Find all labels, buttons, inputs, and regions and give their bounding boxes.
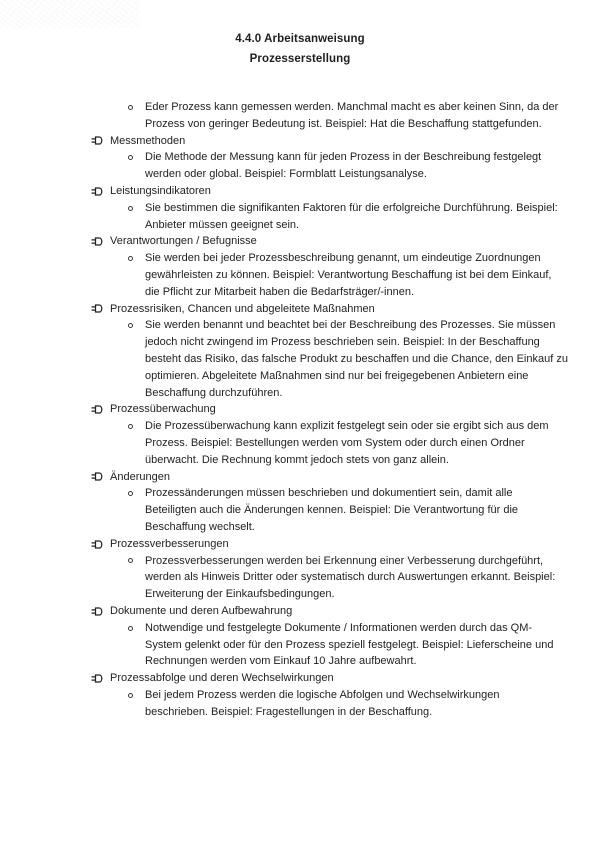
list-item-sub [0,620,600,670]
list-item-line: Verantwortungen / Befugnisse [110,235,257,248]
list-item-line: Eder Prozess kann gemessen werden. Manchmal macht es aber keinen Sinn, da der [145,101,559,113]
list-item-sub [0,149,600,183]
list-item-sub [0,687,600,721]
list-item-sub [0,485,600,535]
list-item-line: Dokumente und deren Aufbewahrung [110,604,293,617]
list-item-heading [0,133,600,150]
list-item-line: Die Methode der Messung kann für jeden Prozess in der Beschreibung festgelegt [145,151,542,164]
list-item-line: überwacht. Die Rechnung kommt jedoch stets von ganz allein. [145,453,449,466]
list-item-line: Die Prozessüberwachung kann explizit festgelegt sein oder sie ergibt sich aus dem [145,420,549,433]
list-item-line: Sie bestimmen die signifikanten Faktoren für die erfolgreiche Durchführung. Beispiel: [145,201,558,214]
circle-bullet-icon [126,99,145,116]
list-item-text [145,99,600,133]
pennant-bullet-icon [91,603,110,620]
list-item-sub [0,317,600,401]
list-item-text [110,233,600,250]
list-item-line: Notwendige und festgelegte Dokumente / Informationen werden durch das QM- [145,621,533,634]
list-item-line: optimieren. Abgeleitete Maßnahmen sind nur bei freigegebenen Anbietern eine [145,369,529,382]
list-item-text [145,317,600,401]
circle-bullet-icon [126,687,145,704]
document-title-line2: Prozesserstellung [249,53,351,65]
list-item-sub [0,200,600,234]
list-item-text [145,485,600,535]
circle-bullet-icon [126,200,145,217]
circle-bullet-icon [126,250,145,267]
list-item-text [145,200,600,234]
list-item-line: Sie werden bei jeder Prozessbeschreibung genannt, um eindeutige Zuordnungen [145,252,541,265]
list-item-line: jedoch nicht zwingend im Prozess beschrieben sein. Beispiel: In der Beschaffung [145,336,540,349]
list-item-heading [0,183,600,200]
list-item-heading [0,670,600,687]
list-item-line: Beteiligten auch die Änderungen kennen. Beispiel: Die Verantwortung für die [145,504,519,517]
list-item-line: Prozessabfolge und deren Wechselwirkungen [110,672,334,685]
pennant-bullet-icon [91,401,110,418]
list-item-line: werden als Hinweis Dritter oder systematisch durch Auswertungen erkannt. Beispiel: [145,571,556,584]
pennant-bullet-icon [91,536,110,553]
pennant-bullet-icon [91,670,110,687]
list-item-sub [0,553,600,603]
list-item-heading [0,536,600,553]
list-item-line: Anbieter müssen geeignet sein. [145,218,300,231]
list-item-line: besteht das Risiko, das falsche Produkt zu beschaffen und die Chance, den Einkauf zu [145,352,568,365]
list-item-line: Prozessrisiken, Chancen und abgeleitete Maßnahmen [110,302,375,315]
list-item-text [145,553,600,603]
list-item-line: Prozessüberwachung [110,403,216,416]
list-item-line: Beschaffung wechselt. [145,520,255,533]
pennant-bullet-icon [91,183,110,200]
list-item-sub [0,418,600,468]
list-item-line: gewährleisten zu können. Beispiel: Verantwortung Beschaffung ist bei dem Einkauf, [145,268,552,281]
list-item-text [110,183,600,200]
list-item-text [110,401,600,418]
document-title [0,29,600,69]
list-item-text [110,133,600,150]
list-item-text [110,670,600,687]
list-item-text [145,250,600,300]
circle-bullet-icon [126,620,145,637]
list-item-sub [0,250,600,300]
list-item-line: System gelenkt oder für den Prozess speziell festgelegt. Beispiel: Lieferscheine und [145,638,554,651]
pennant-bullet-icon [91,233,110,250]
list-item-line: Änderungen [110,470,170,483]
list-item-text [110,469,600,486]
list-item-line: Prozessverbesserungen werden bei Erkennung einer Verbesserung durchgeführt, [145,554,544,567]
list-item-text [145,149,600,183]
circle-bullet-icon [126,485,145,502]
pennant-bullet-icon [91,469,110,486]
list-item-line: Prozessänderungen müssen beschrieben und dokumentiert sein, damit alle [145,487,513,500]
list-item-line: beschrieben. Beispiel: Fragestellungen in der Beschaffung. [145,705,433,718]
list-item-line: Leistungsindikatoren [110,184,211,197]
circle-bullet-icon [126,149,145,166]
document-title-line1: 4.4.0 Arbeitsanweisung [235,33,365,45]
list-item-heading [0,301,600,318]
list-item-heading [0,401,600,418]
pennant-bullet-icon [91,301,110,318]
list-item-text [145,687,600,721]
list-item-heading [0,469,600,486]
list-item-line: Bei jedem Prozess werden die logische Abfolgen und Wechselwirkungen [145,688,500,701]
list-item-line: Erweiterung der Einkaufsbedingungen. [145,588,335,601]
list-item-text [110,603,600,620]
list-item-text [145,418,600,468]
list-item-heading [0,233,600,250]
circle-bullet-icon [126,553,145,570]
circle-bullet-icon [126,317,145,334]
list-item-line: Rechnungen werden vom Einkauf 10 Jahre aufbewahrt. [145,655,417,668]
scan-noise-artifact [0,0,140,28]
list-item-text [110,536,600,553]
list-item-line: die Pflicht zur Mitarbeit haben die Bedarfsträger/-innen. [145,285,415,298]
circle-bullet-icon [126,418,145,435]
list-item-text [110,301,600,318]
list-item-text [145,620,600,670]
list-item-sub [0,99,600,133]
list-item-line: Prozess. Beispiel: Bestellungen werden vom System oder durch einen Ordner [145,436,525,449]
list-item-line: werden oder global. Beispiel: Formblatt Leistungsanalyse. [145,168,427,181]
list-item-heading [0,603,600,620]
list-item-line: Prozessverbesserungen [110,537,229,550]
list-item-line: Beschaffung durchzuführen. [145,386,283,399]
list-item-line: Sie werden benannt und beachtet bei der Beschreibung des Prozesses. Sie müssen [145,319,556,332]
list-item-line: Prozess von geringer Bedeutung ist. Beispiel: Hat die Beschaffung stattgefunden. [145,117,542,130]
bullet-list [0,99,600,720]
list-item-line: Messmethoden [110,134,186,147]
pennant-bullet-icon [91,133,110,150]
